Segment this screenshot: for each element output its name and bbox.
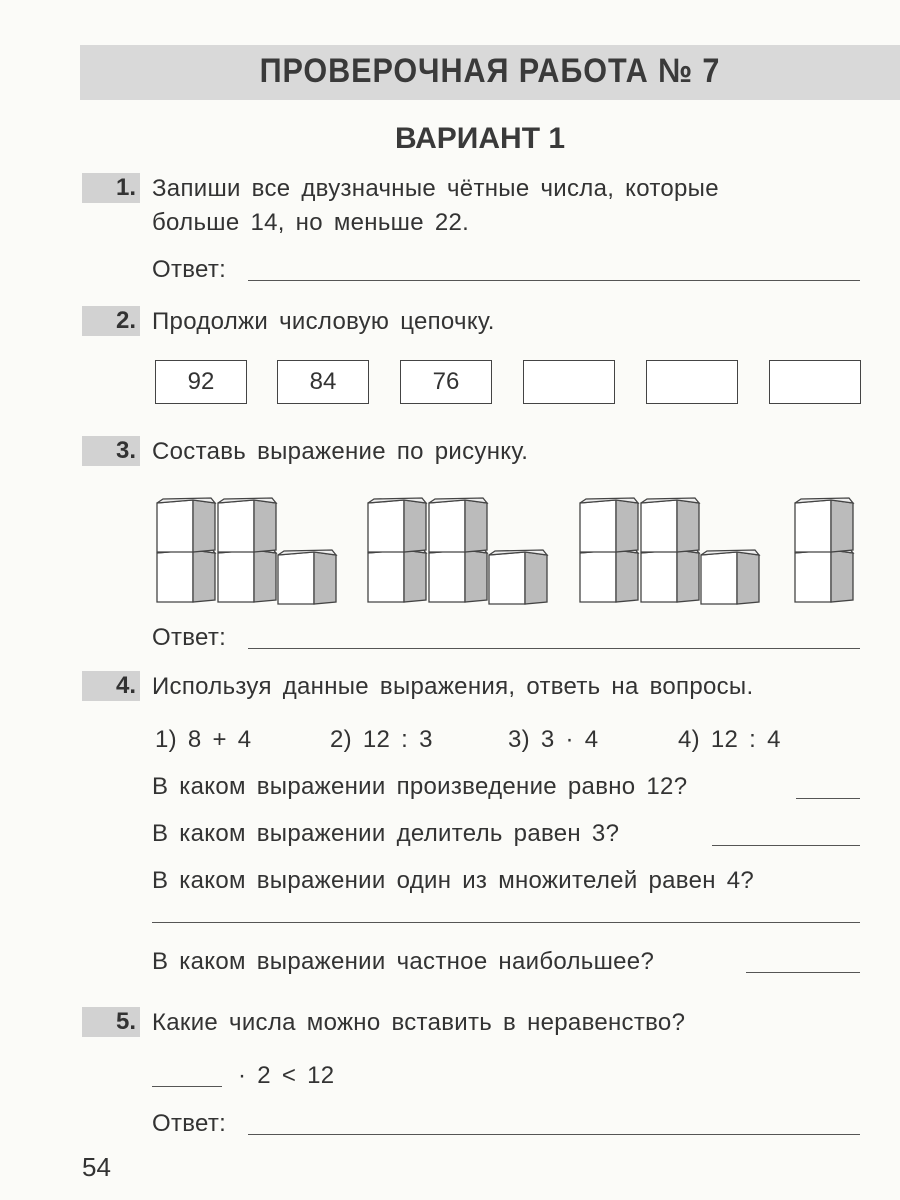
inequality: · 2 < 12 xyxy=(238,1062,335,1089)
cube xyxy=(795,548,853,602)
answer-line[interactable] xyxy=(712,845,860,846)
question: В каком выражении делитель равен 3? xyxy=(152,820,620,847)
page-title: ПРОВЕРОЧНАЯ РАБОТА № 7 xyxy=(259,52,721,90)
task-number: 1. xyxy=(82,173,140,203)
cube xyxy=(580,498,638,552)
task-number: 2. xyxy=(82,306,140,336)
answer-line[interactable] xyxy=(152,922,860,923)
cube xyxy=(218,548,276,602)
answer-line[interactable] xyxy=(248,1134,860,1135)
task-2-text: Продолжи числовую цепочку. xyxy=(152,308,495,335)
answer-line[interactable] xyxy=(746,972,860,973)
answer-line[interactable] xyxy=(796,798,860,799)
cube xyxy=(701,550,759,604)
task-number: 3. xyxy=(82,436,140,466)
answer-line[interactable] xyxy=(248,648,860,649)
cube xyxy=(580,548,638,602)
question: В каком выражении произведение равно 12? xyxy=(152,773,688,800)
answer-label: Ответ: xyxy=(152,1110,227,1137)
task-5-text: Какие числа можно вставить в неравенство? xyxy=(152,1009,686,1036)
expression: 3) 3 · 4 xyxy=(508,726,599,753)
expression: 2) 12 : 3 xyxy=(330,726,433,753)
cube xyxy=(157,548,215,602)
cube xyxy=(278,550,336,604)
answer-label: Ответ: xyxy=(152,624,227,651)
expression: 4) 12 : 4 xyxy=(678,726,781,753)
task-1-text: Запиши все двузначные чётные числа, которые xyxy=(152,175,719,202)
cube xyxy=(157,498,215,552)
cube xyxy=(368,498,426,552)
task-number: 5. xyxy=(82,1007,140,1037)
task-4-text: Используя данные выражения, ответь на вопросы. xyxy=(152,673,754,700)
variant-heading: ВАРИАНТ 1 xyxy=(394,122,566,155)
cube xyxy=(429,548,487,602)
question: В каком выражении частное наибольшее? xyxy=(152,948,655,975)
expression: 1) 8 + 4 xyxy=(155,726,252,753)
blank-line[interactable] xyxy=(152,1086,222,1087)
cube xyxy=(489,550,547,604)
task-number: 4. xyxy=(82,671,140,701)
task-3-text: Составь выражение по рисунку. xyxy=(152,438,529,465)
chain-box: 76 xyxy=(400,360,492,404)
cube xyxy=(218,498,276,552)
task-1-text-2: больше 14, но меньше 22. xyxy=(152,209,470,236)
cube xyxy=(641,498,699,552)
cube xyxy=(795,498,853,552)
cube xyxy=(368,548,426,602)
question: В каком выражении один из множителей равен 4? xyxy=(152,867,755,894)
answer-label: Ответ: xyxy=(152,256,227,283)
cube xyxy=(429,498,487,552)
chain-box: 84 xyxy=(277,360,369,404)
cube xyxy=(641,548,699,602)
chain-box: 92 xyxy=(155,360,247,404)
page-number: 54 xyxy=(82,1152,111,1182)
